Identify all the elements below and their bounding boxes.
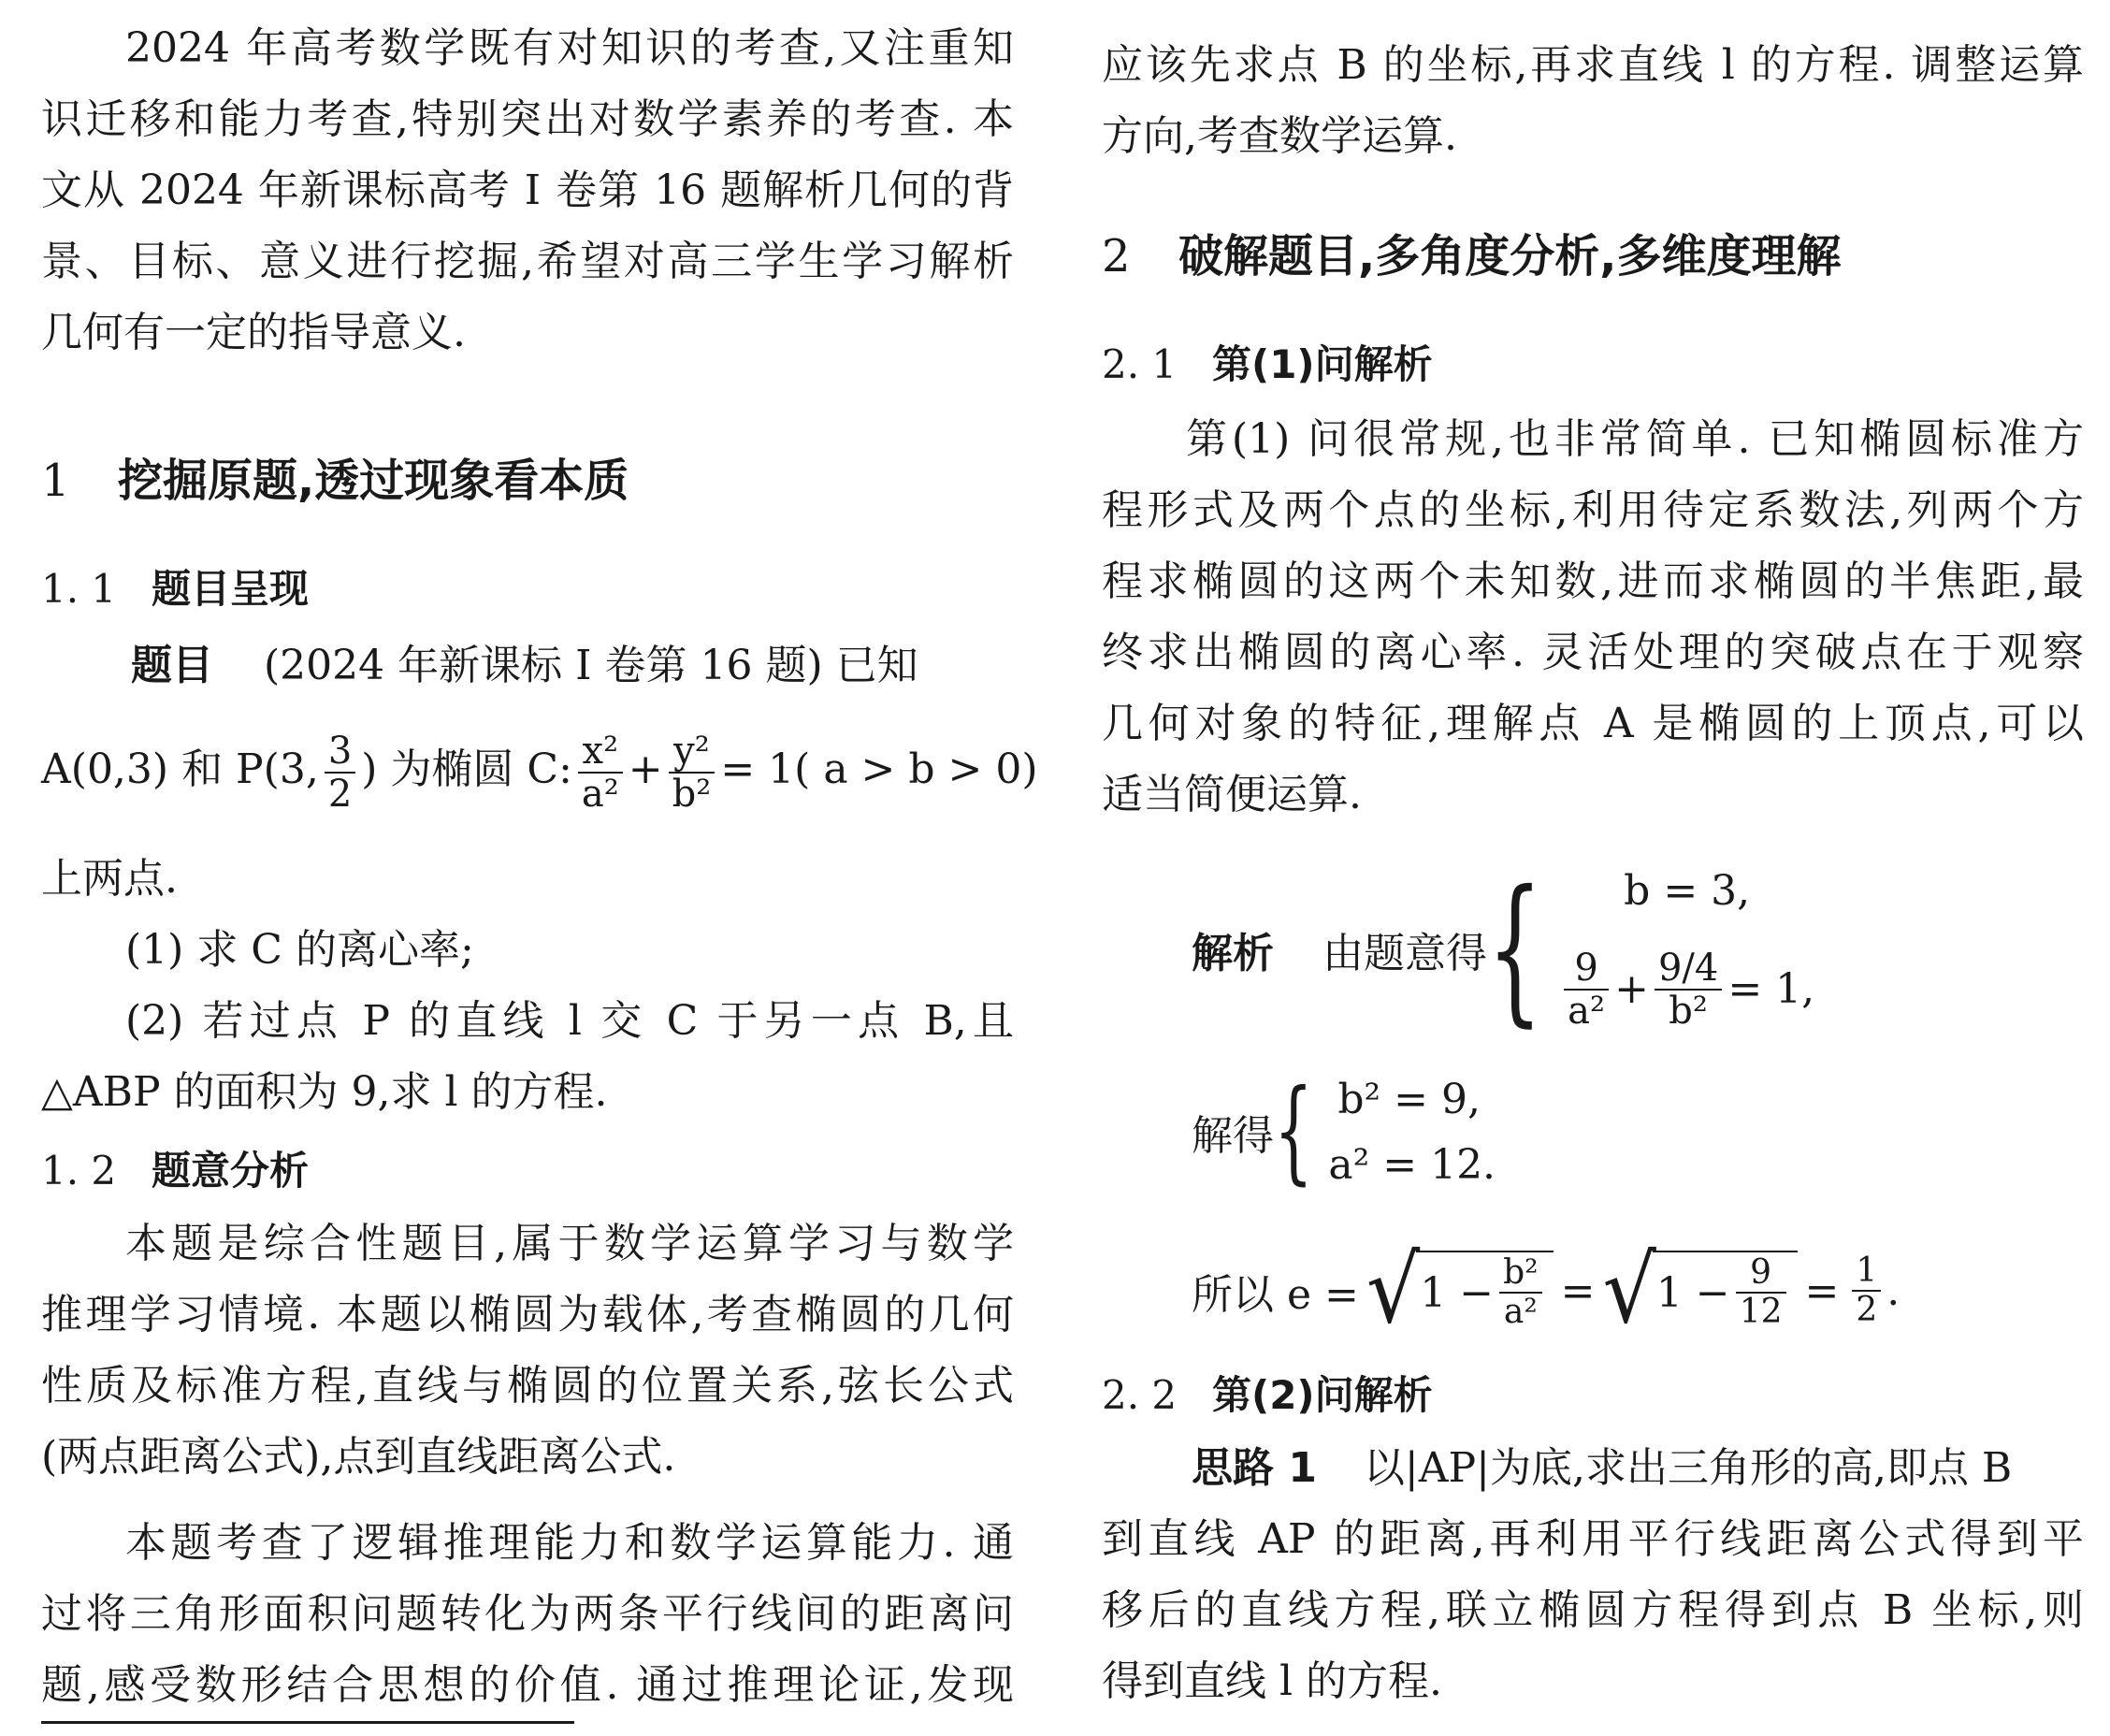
fraction-9-over-12	[1736, 1254, 1786, 1331]
idea-line-4: 得到直线 l 的方程.	[1102, 1657, 1443, 1705]
frac-denominator: 2	[327, 772, 353, 816]
intro-line-2: 识迁移和能力考查,特别突出对数学素养的考查. 本	[41, 95, 1014, 143]
analysis-line-3: 性质及标准方程,直线与椭圆的位置关系,弦长公式	[41, 1362, 1014, 1410]
problem-source: (2024 年新课标 Ⅰ 卷第 16 题) 已知	[264, 642, 918, 689]
part1-line-2: 程形式及两个点的坐标,利用待定系数法,列两个方	[1102, 486, 2084, 534]
eccentricity-result	[1192, 1235, 1900, 1347]
frac-numerator: 9	[1564, 948, 1609, 991]
solve-lead: 解得	[1192, 1112, 1274, 1160]
left-brace-icon: {	[1274, 1066, 1313, 1196]
ability-line-1: 本题考查了逻辑推理能力和数学运算能力. 通	[125, 1519, 1014, 1567]
continued-line-2: 方向,考查数学运算.	[1102, 112, 1457, 160]
section-title: 题意分析	[152, 1148, 310, 1194]
section-2-heading	[1102, 226, 2084, 286]
section-number: 2	[1102, 230, 1131, 282]
section-number: 1	[41, 455, 70, 507]
section-number: 1. 1	[41, 566, 117, 612]
result-a2: a² = 12.	[1328, 1140, 1496, 1189]
frac-numerator: 9/4	[1655, 948, 1722, 991]
intro-line-3: 文从 2024 年新课标高考 Ⅰ 卷第 16 题解析几何的背	[41, 166, 1014, 214]
idea-line-2: 到直线 AP 的距离,再利用平行线距离公式得到平	[1102, 1515, 2084, 1563]
left-brace-icon: {	[1487, 857, 1543, 1042]
solution-lead: 由题意得	[1322, 930, 1487, 977]
analysis-line-1: 本题是综合性题目,属于数学运算学习与数学	[125, 1220, 1014, 1267]
section-title: 破解题目,多角度分析,多维度理解	[1178, 230, 1842, 282]
section-1-2-heading	[41, 1143, 1014, 1199]
part1-line-5: 几何对象的特征,理解点 A 是椭圆的上顶点,可以	[1102, 700, 2084, 747]
section-number: 2. 2	[1102, 1372, 1178, 1418]
sqrt-expression-1	[1366, 1236, 1554, 1345]
part1-line-1: 第(1) 问很常规,也非常简单. 已知椭圆标准方	[1186, 415, 2084, 463]
ability-line-3: 题,感受数形结合思想的价值. 通过推理论证,发现	[41, 1661, 1014, 1709]
intro-line-4: 景、目标、意义进行挖掘,希望对高三学生学习解析	[41, 238, 1014, 285]
analysis-line-4: (两点距离公式),点到直线距离公式.	[41, 1433, 676, 1481]
section-title: 题目呈现	[152, 566, 310, 612]
idea-text: 以|AP|为底,求出三角形的高,即点 B	[1363, 1444, 2013, 1492]
fraction-one-half	[1852, 1252, 1881, 1329]
section-1-heading	[41, 451, 1014, 511]
section-title: 挖掘原题,透过现象看本质	[118, 455, 629, 507]
analysis-line-2: 推理学习情境. 本题以椭圆为载体,考查椭圆的几何	[41, 1291, 1014, 1338]
idea-line-1	[1102, 1440, 2084, 1497]
radical-icon: √	[1602, 1236, 1656, 1345]
frac-denominator: 2	[1856, 1291, 1878, 1329]
solution-system	[1192, 851, 1814, 1048]
problem-label: 题目	[131, 642, 213, 689]
frac-numerator: 3	[325, 731, 355, 774]
section-1-1-heading	[41, 561, 1014, 617]
fraction-x-over-a	[578, 731, 623, 815]
intro-line-5: 几何有一定的指导意义.	[41, 309, 466, 356]
frac-numerator: y²	[669, 731, 715, 774]
fraction-y-over-b	[669, 731, 715, 815]
equation-ellipse	[1558, 948, 1814, 1032]
frac-denominator: b²	[672, 772, 712, 816]
continued-line-1: 应该先求点 B 的坐标,再求直线 l 的方程. 调整运算	[1102, 41, 2084, 89]
frac-numerator: b²	[1499, 1254, 1541, 1294]
problem-condition: = 1( a > b > 0)	[720, 745, 1038, 793]
problem-line-1	[41, 638, 1014, 694]
one-minus: 1 −	[1420, 1268, 1495, 1317]
so-lead: 所以 e =	[1192, 1271, 1359, 1319]
one-minus: 1 −	[1655, 1268, 1730, 1317]
fraction-three-halves	[325, 731, 355, 815]
idea-label: 思路 1	[1192, 1444, 1317, 1492]
frac-denominator: b²	[1669, 989, 1708, 1033]
section-number: 2. 1	[1102, 341, 1178, 387]
fraction-b2-over-a2	[1499, 1254, 1541, 1331]
result-equations	[1328, 1066, 1496, 1197]
radical-icon: √	[1366, 1236, 1421, 1345]
idea-line-3: 移后的直线方程,联立椭圆方程得到点 B 坐标,则	[1102, 1586, 2084, 1634]
part1-line-6: 适当简便运算.	[1102, 771, 1362, 818]
frac-denominator: 12	[1739, 1293, 1783, 1331]
frac-numerator: 1	[1852, 1252, 1881, 1292]
equals-sign: =	[1804, 1266, 1840, 1315]
radicand	[1653, 1251, 1798, 1331]
frac-numerator: 9	[1736, 1254, 1786, 1294]
fraction-9-4-over-b2	[1655, 948, 1722, 1032]
intro-line-1: 2024 年高考数学既有对知识的考查,又注重知	[125, 24, 1014, 72]
question-2-line-1: (2) 若过点 P 的直线 l 交 C 于另一点 B,且	[125, 997, 1014, 1045]
solution-label: 解析	[1192, 930, 1274, 977]
section-number: 1. 2	[41, 1148, 117, 1194]
plus-sign: +	[628, 745, 663, 793]
problem-points: A(0,3) 和 P(3,	[41, 745, 319, 793]
result-b2: b² = 9,	[1337, 1075, 1481, 1123]
equals-sign: =	[1560, 1266, 1596, 1315]
sqrt-expression-2	[1602, 1236, 1797, 1345]
question-1: (1) 求 C 的离心率;	[125, 926, 474, 974]
fraction-9-over-a2	[1564, 948, 1609, 1032]
question-2-line-2: △ABP 的面积为 9,求 l 的方程.	[41, 1068, 608, 1116]
frac-denominator: a²	[1503, 1293, 1538, 1331]
period: .	[1886, 1266, 1900, 1315]
problem-line-2	[41, 718, 1038, 821]
result-system	[1192, 1066, 1496, 1197]
plus-sign: +	[1614, 965, 1649, 1014]
section-title: 第(2)问解析	[1212, 1372, 1433, 1418]
problem-line-3: 上两点.	[41, 855, 178, 903]
radicand	[1416, 1251, 1553, 1331]
footnote-divider	[41, 1721, 574, 1724]
equation-rhs: = 1,	[1727, 965, 1815, 1014]
problem-ellipse-label: ) 为椭圆 C:	[361, 745, 572, 793]
frac-numerator: x²	[578, 731, 623, 774]
section-2-2-heading	[1102, 1367, 2084, 1424]
equation-system	[1558, 851, 1814, 1048]
section-title: 第(1)问解析	[1212, 341, 1433, 387]
frac-denominator: a²	[581, 772, 619, 816]
ability-line-2: 过将三角形面积问题转化为两条平行线间的距离问	[41, 1590, 1014, 1638]
equation-b: b = 3,	[1624, 867, 1751, 916]
part1-line-3: 程求椭圆的这两个未知数,进而求椭圆的半焦距,最	[1102, 557, 2084, 605]
section-2-1-heading	[1102, 337, 2084, 393]
part1-line-4: 终求出椭圆的离心率. 灵活处理的突破点在于观察	[1102, 629, 2084, 676]
frac-denominator: a²	[1568, 989, 1606, 1033]
